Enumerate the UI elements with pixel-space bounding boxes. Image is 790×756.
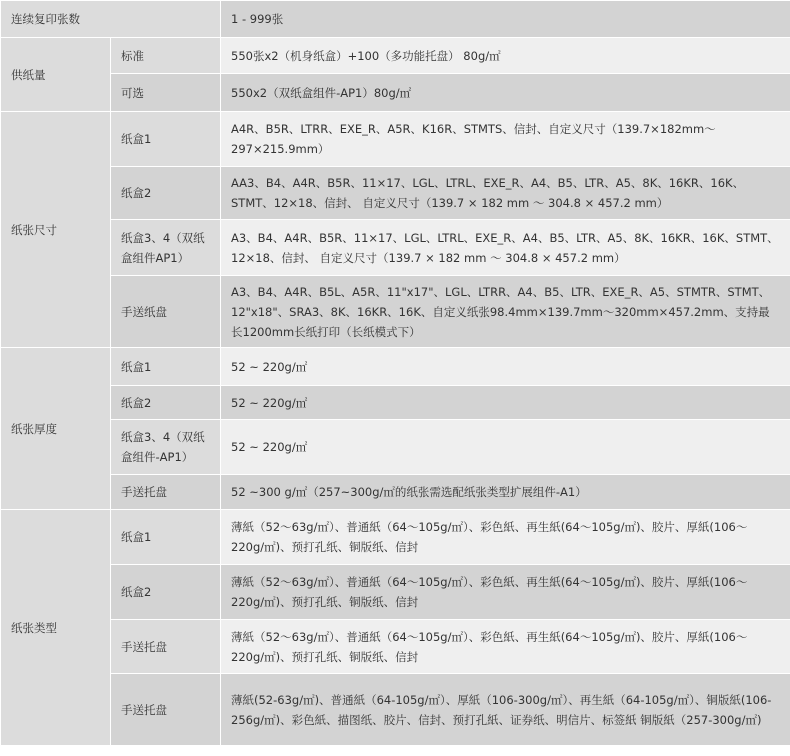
cell-value: A3、B4、A4R、B5R、11×17、LGL、LTRL、EXE_R、A4、B5、LTR、A5、8K、16KR、16K、STMT、12×18、信封、 自定义尺寸（139.7 × 182 mm ～ 304.8 × 457.2 mm） (221, 220, 790, 276)
sub-label: 纸盒2 (111, 167, 221, 220)
cell-value: 薄紙(52-63g/㎡)、普通紙（64-105g/㎡）、厚紙（106-300g/㎡）、再生紙（64-105g/㎡）、铜版紙(106-256g/㎡)、彩色紙、描图纸、胶片、信封、预打孔紙、证券纸、明信片、标签紙 铜版紙（257-300g/㎡) (221, 674, 790, 746)
sub-label: 纸盒1 (111, 112, 221, 167)
row-header-continuous-copy: 连续复印张数 (1, 1, 221, 38)
table-row (1, 420, 790, 475)
sub-label: 手送托盘 (111, 620, 221, 674)
cell-value: 薄紙（52～63g/㎡）、普通紙（64～105g/㎡）、彩色紙、再生紙(64～105g/㎡)、胶片、厚紙(106～220g/㎡)、预打孔纸、铜版纸、信封 (221, 510, 790, 565)
cell-value: 550张x2（机身纸盒）+100（多功能托盘） 80g/㎡ (221, 38, 790, 74)
table-row (1, 38, 790, 74)
cell-value: 薄紙（52～63g/㎡）、普通紙（64～105g/㎡）、彩色紙、再生紙(64～105g/㎡)、胶片、厚紙(106～220g/㎡)、预打孔纸、铜版纸、信封 (221, 565, 790, 620)
cell-value: AA3、B4、A4R、B5R、11×17、LGL、LTRL、EXE_R、A4、B5、LTR、A5、8K、16KR、16K、STMT、12×18、信封、 自定义尺寸（139.7 × 182 mm ～ 304.8 × 457.2 mm） (221, 167, 790, 220)
sub-label: 手送纸盘 (111, 276, 221, 348)
cell-value: A3、B4、A4R、B5L、A5R、11"x17"、LGL、LTRR、A4、B5、LTR、EXE_R、A5、STMTR、STMT、12"x18"、SRA3、8K、16KR、16K、自定义纸张98.4mm×139.7mm～320mm×457.2mm、支持最长1200mm长纸打印（长纸模式下） (221, 276, 790, 348)
continuous-copy-value: 1 - 999张 (221, 1, 790, 38)
table-row (1, 276, 790, 348)
cell-value: 薄紙（52～63g/㎡）、普通紙（64～105g/㎡）、彩色紙、再生紙(64～105g/㎡)、胶片、厚紙(106～220g/㎡)、预打孔纸、铜版纸、信封 (221, 620, 790, 674)
table-row (1, 386, 790, 420)
sub-label: 纸盒2 (111, 565, 221, 620)
sub-label: 纸盒2 (111, 386, 221, 420)
row-header-paper-capacity: 供纸量 (1, 38, 111, 112)
sub-label: 纸盒3、4（双纸盒组件AP1） (111, 220, 221, 276)
table-row (1, 1, 790, 38)
sub-label: 纸盒3、4（双纸盒组件-AP1） (111, 420, 221, 475)
sub-label: 纸盒1 (111, 510, 221, 565)
cell-value: 52 ~ 220g/㎡ (221, 386, 790, 420)
cell-value: 52 ~300 g/㎡（257~300g/㎡的纸张需选配纸张类型扩展组件-A1） (221, 475, 790, 510)
table-row (1, 112, 790, 167)
table-row (1, 475, 790, 510)
table-row (1, 565, 790, 620)
sub-label: 纸盒1 (111, 348, 221, 386)
sub-label: 手送托盘 (111, 674, 221, 746)
table-row (1, 348, 790, 386)
cell-value: 52 ~ 220g/㎡ (221, 348, 790, 386)
cell-value: 550x2（双纸盒组件-AP1）80g/㎡ (221, 74, 790, 112)
table-row (1, 167, 790, 220)
sub-label: 可选 (111, 74, 221, 112)
table-row (1, 510, 790, 565)
cell-value: 52 ~ 220g/㎡ (221, 420, 790, 475)
row-header-paper-type: 纸张类型 (1, 510, 111, 746)
row-header-paper-size: 纸张尺寸 (1, 112, 111, 348)
row-header-paper-weight: 纸张厚度 (1, 348, 111, 510)
table-row (1, 620, 790, 674)
cell-value: A4R、B5R、LTRR、EXE_R、A5R、K16R、STMTS、信封、自定义尺寸（139.7×182mm～297×215.9mm） (221, 112, 790, 167)
table-row (1, 674, 790, 746)
table-row (1, 220, 790, 276)
sub-label: 手送托盘 (111, 475, 221, 510)
table-row (1, 74, 790, 112)
sub-label: 标准 (111, 38, 221, 74)
